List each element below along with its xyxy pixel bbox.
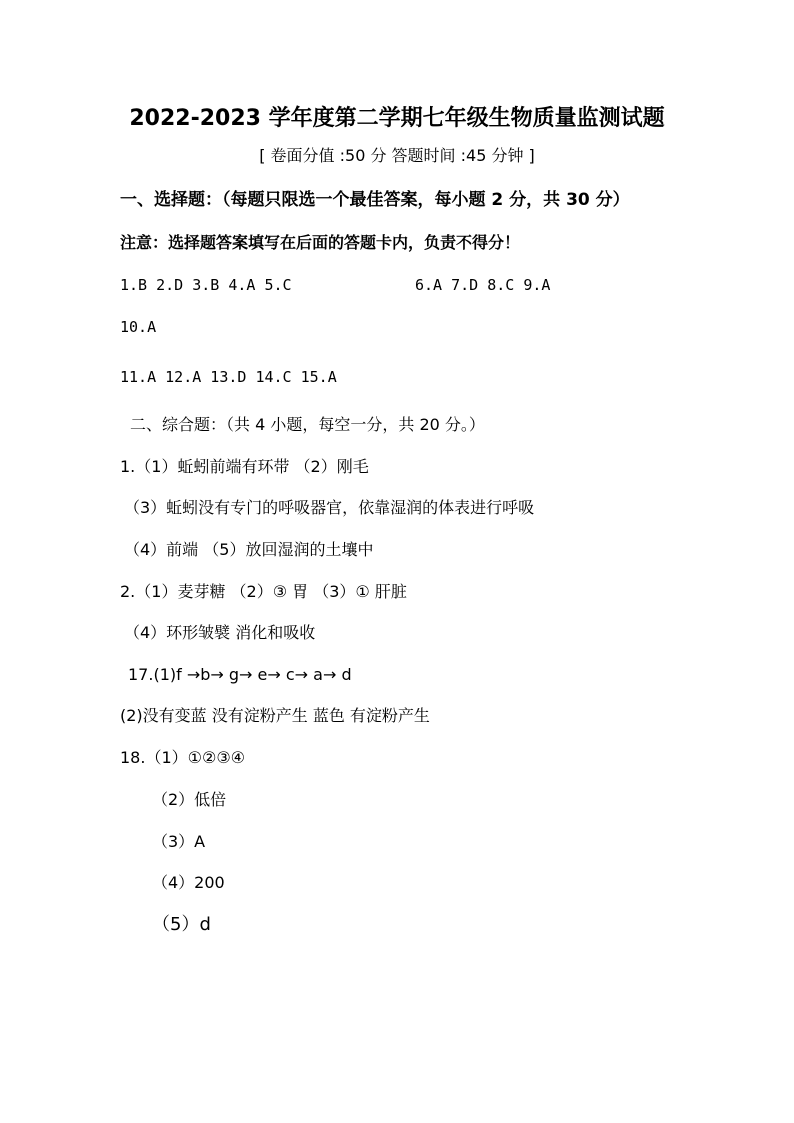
answer-line: (2)没有变蓝 没有淀粉产生 蓝色 有淀粉产生 <box>120 706 430 725</box>
answer-line: 2.（1）麦芽糖 （2）③ 胃 （3）① 肝脏 <box>120 582 407 601</box>
section1-heading: 一、选择题：（每题只限选一个最佳答案，每小题 2 分，共 30 分） <box>120 190 630 210</box>
answers-row-3: 11.A 12.A 13.D 14.C 15.A <box>120 368 337 386</box>
answer-line: （2）低倍 <box>152 790 227 809</box>
answer-line: 17.(1)f →b→ g→ e→ c→ a→ d <box>128 665 352 684</box>
answer-line: （4）环形皱襞 消化和吸收 <box>124 623 316 642</box>
section2-heading: 二、综合题：（共 4 小题，每空一分，共 20 分。） <box>130 415 485 434</box>
exam-info: [ 卷面分值 :50 分 答题时间 :45 分钟 ] <box>259 146 535 165</box>
answer-line: （4）前端 （5）放回湿润的土壤中 <box>124 540 374 559</box>
answers-row-2: 10.A <box>120 318 157 336</box>
answer-line: 1.（1）蚯蚓前端有环带 （2）刚毛 <box>120 457 369 476</box>
answer-line: 18.（1）①②③④ <box>120 748 246 767</box>
answer-line: （5）d <box>152 914 211 935</box>
answer-line: （3）蚯蚓没有专门的呼吸器官，依靠湿润的体表进行呼吸 <box>124 498 535 517</box>
answer-line: （3）A <box>152 832 206 851</box>
section1-notice: 注意：选择题答案填写在后面的答题卡内，负责不得分！ <box>120 233 521 252</box>
document-title: 2022-2023 学年度第二学期七年级生物质量监测试题 <box>129 106 665 131</box>
answers-row-1a: 1.B 2.D 3.B 4.A 5.C <box>120 276 292 294</box>
answer-line: （4）200 <box>152 873 225 892</box>
answers-row-1b: 6.A 7.D 8.C 9.A <box>415 276 551 294</box>
